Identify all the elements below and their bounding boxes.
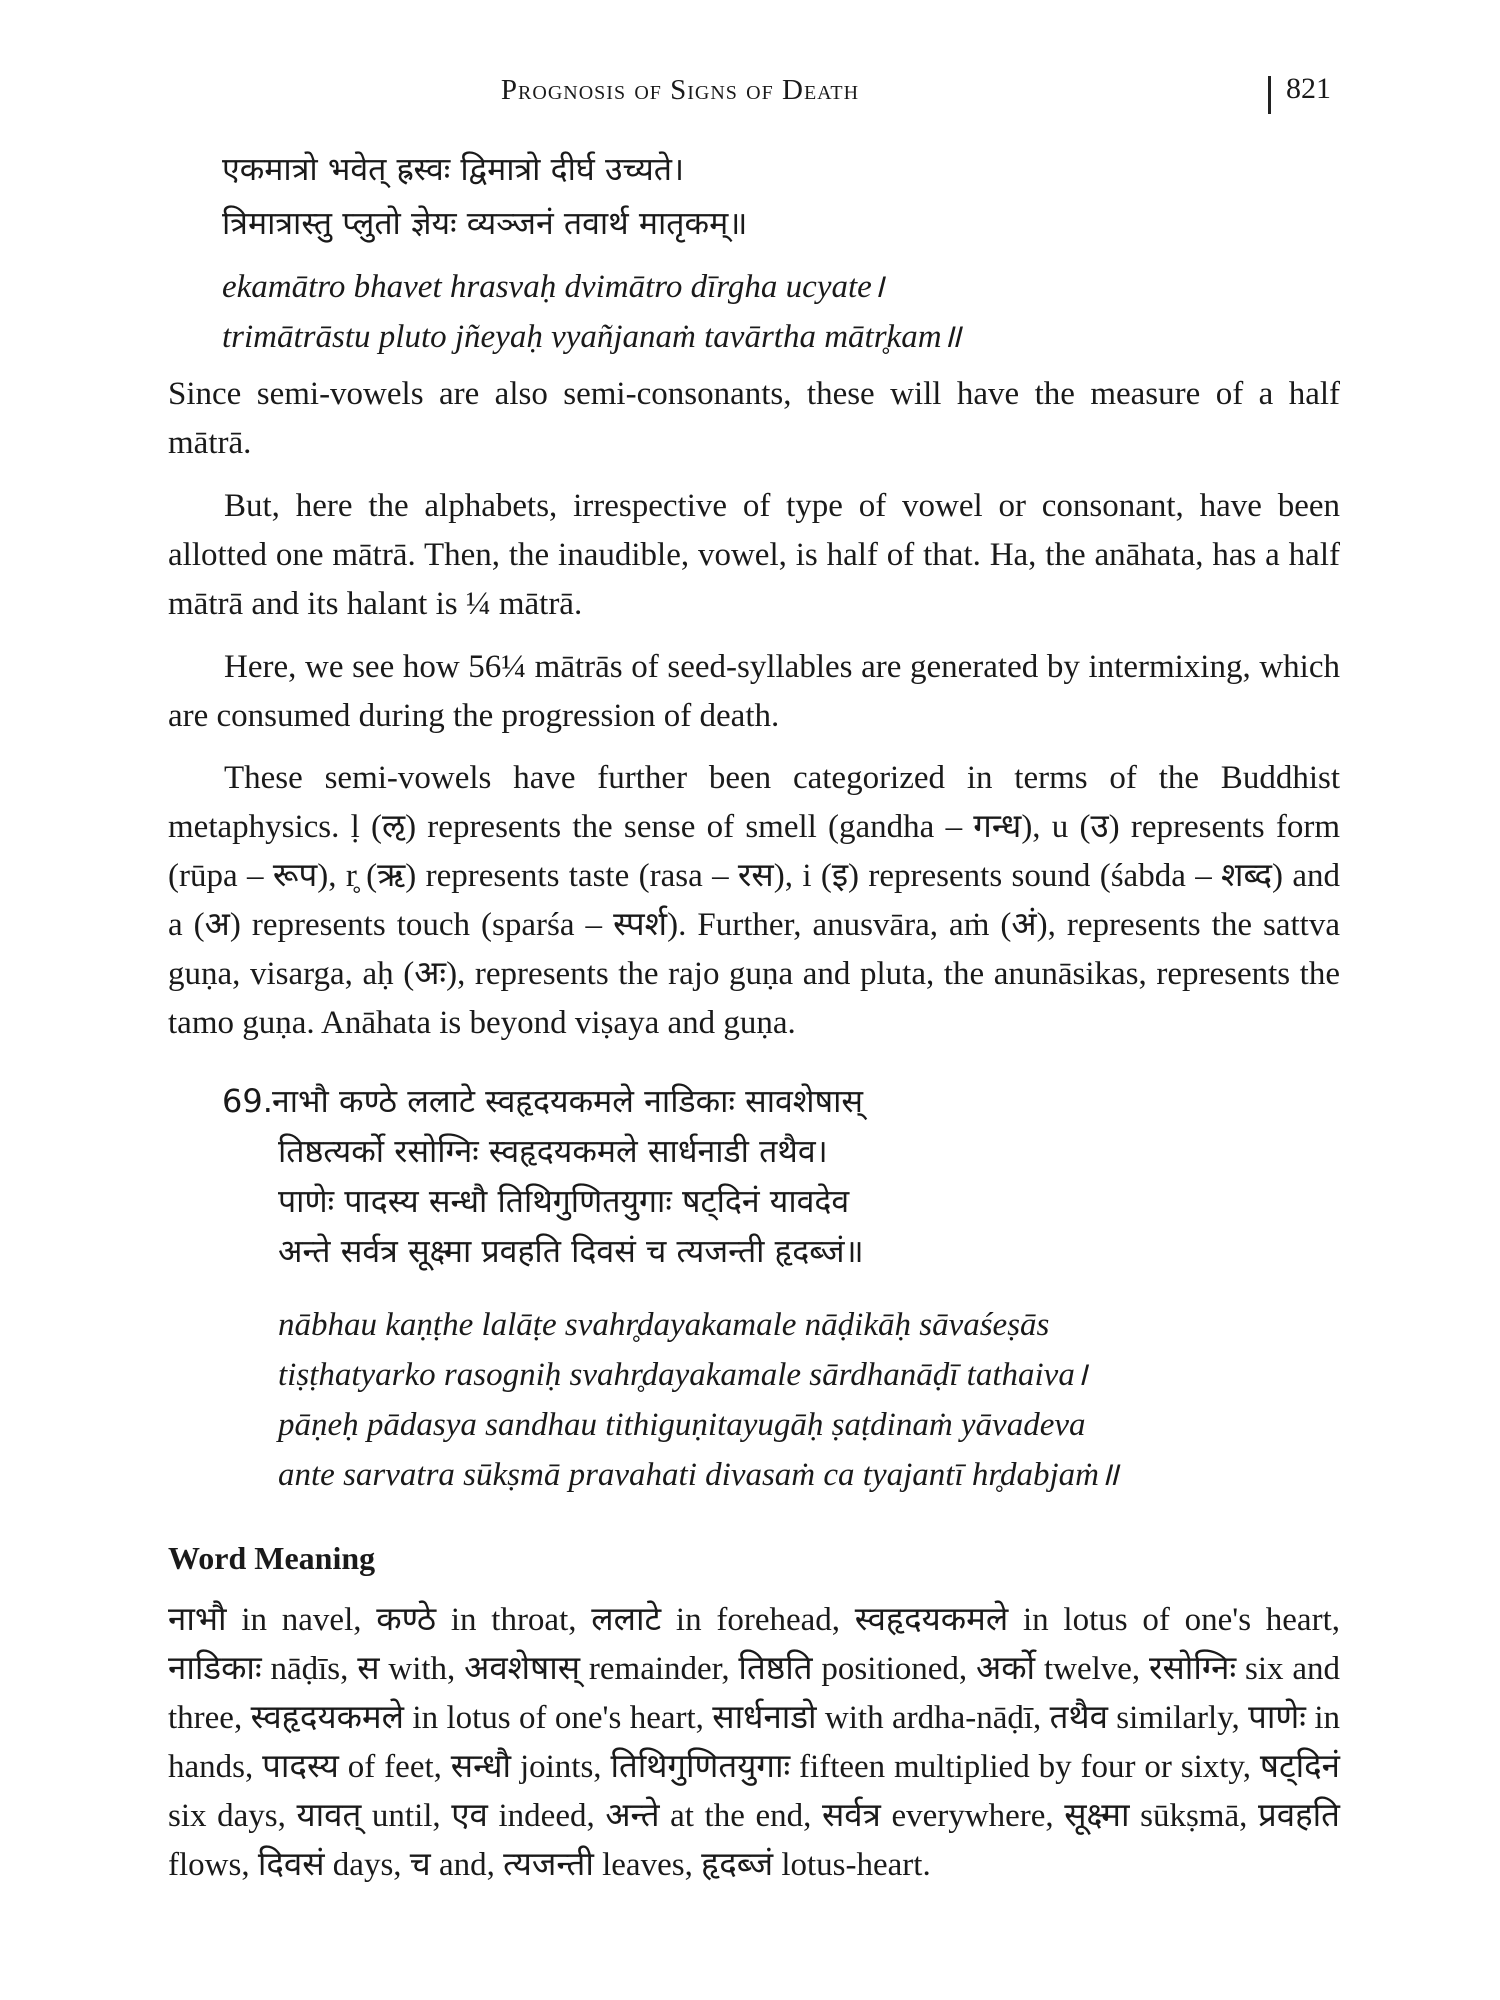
paragraph-4: These semi-vowels have further been categorized in terms of the Buddhist metaphysics. ḷ (ऌ) represents the sense of smell (gandha – गन्ध), u (उ) represents form (rūpa – रूप), r̥ (ऋ) represents taste (rasa – रस), i (इ) represents sound (śabda – शब्द) and a (अ) represents touch (sparśa – स्पर्श). Further, anusvāra, aṁ (अं), represents the sattva guṇa, visarga, aḥ (अः), represents the rajo guṇa and pluta, the anunāsikas, represents the tamo guṇa. Anāhata is beyond viṣaya and guṇa. [168, 760, 1340, 1041]
page-number: 821 [1286, 72, 1331, 105]
verse69-translit-2: tiṣṭhatyarko rasogniḥ svahr̥dayakamale sārdhanāḍī tathaiva। [278, 1357, 1088, 1393]
verse1-line-1: एकमात्रो भवेत् ह्रस्वः द्विमात्रो दीर्घ उच्यते। [222, 150, 685, 188]
verse69-translit-4: ante sarvatra sūkṣmā pravahati divasaṁ ca tyajantī hr̥dabjaṁ॥ [278, 1457, 1119, 1493]
paragraph-2: But, here the alphabets, irrespective of type of vowel or consonant, have been allotted one mātrā. Then, the inaudible, vowel, is half of that. Ha, the anāhata, has a half mātrā and its halant is ¼ mātrā. [168, 488, 1340, 622]
verse69-line-2: तिष्ठत्यर्को रसोग्निः स्वहृदयकमले सार्धनाडी तथैव। [278, 1132, 828, 1170]
verse69-line-4: अन्ते सर्वत्र सूक्ष्मा प्रवहति दिवसं च त्यजन्ती हृदब्जं॥ [278, 1232, 864, 1270]
verse1-translit-1: ekamātro bhavet hrasvaḥ dvimātro dīrgha ucyate। [222, 269, 885, 305]
verse69-line-3: पाणेः पादस्य सन्धौ तिथिगुणितयुगाः षट्दिनं यावदेव [278, 1182, 850, 1220]
verse-number: 69. [222, 1082, 273, 1120]
header-divider [1268, 76, 1271, 114]
paragraph-3: Here, we see how 56¼ mātrās of seed-syllables are generated by intermixing, which are consumed during the progression of death. [168, 649, 1340, 734]
word-meaning-text: नाभौ in navel, कण्ठे in throat, ललाटे in forehead, स्वहृदयकमले in lotus of one's heart, नाडिकाः nāḍīs, स with, अवशेषास् remainder, तिष्ठति positioned, अर्को twelve, रसोग्निः six and three, स्वहृदयकमले in lotus of one's heart, सार्धनाडो with ardha-nāḍī, तथैव similarly, पाणेः in hands, पादस्य of feet, सन्धौ joints, तिथिगुणितयुगाः fifteen multiplied by four or sixty, षट्दिनं six days, यावत् until, एव indeed, अन्ते at the end, सर्वत्र everywhere, सूक्ष्मा sūkṣmā, प्रवहति flows, दिवसं days, च and, त्यजन्ती leaves, हृदब्जं lotus-heart. [168, 1602, 1340, 1883]
section-heading-word-meaning: Word Meaning [168, 1540, 376, 1576]
running-header-title: Prognosis of Signs of Death [500, 74, 860, 106]
verse69-line-1 [222, 1076, 863, 1126]
verse69-translit-3: pāṇeḥ pādasya sandhau tithiguṇitayugāḥ ṣaṭdinaṁ yāvadeva [278, 1407, 1086, 1443]
verse69-translit-1: nābhau kaṇṭhe lalāṭe svahr̥dayakamale nāḍikāḥ sāvaśeṣās [278, 1307, 1050, 1343]
verse69-line-1-text: नाभौ कण्ठे ललाटे स्वहृदयकमले नाडिकाः सावशेषास् [272, 1082, 863, 1120]
paragraph-1: Since semi-vowels are also semi-consonants, these will have the measure of a half mātrā. [168, 376, 1340, 461]
verse1-line-2: त्रिमात्रास्तु प्लुतो ज्ञेयः व्यञ्जनं तवार्थ मातृकम्॥ [222, 204, 748, 242]
verse1-translit-2: trimātrāstu pluto jñeyaḥ vyañjanaṁ tavārtha mātr̥kam॥ [222, 319, 962, 355]
